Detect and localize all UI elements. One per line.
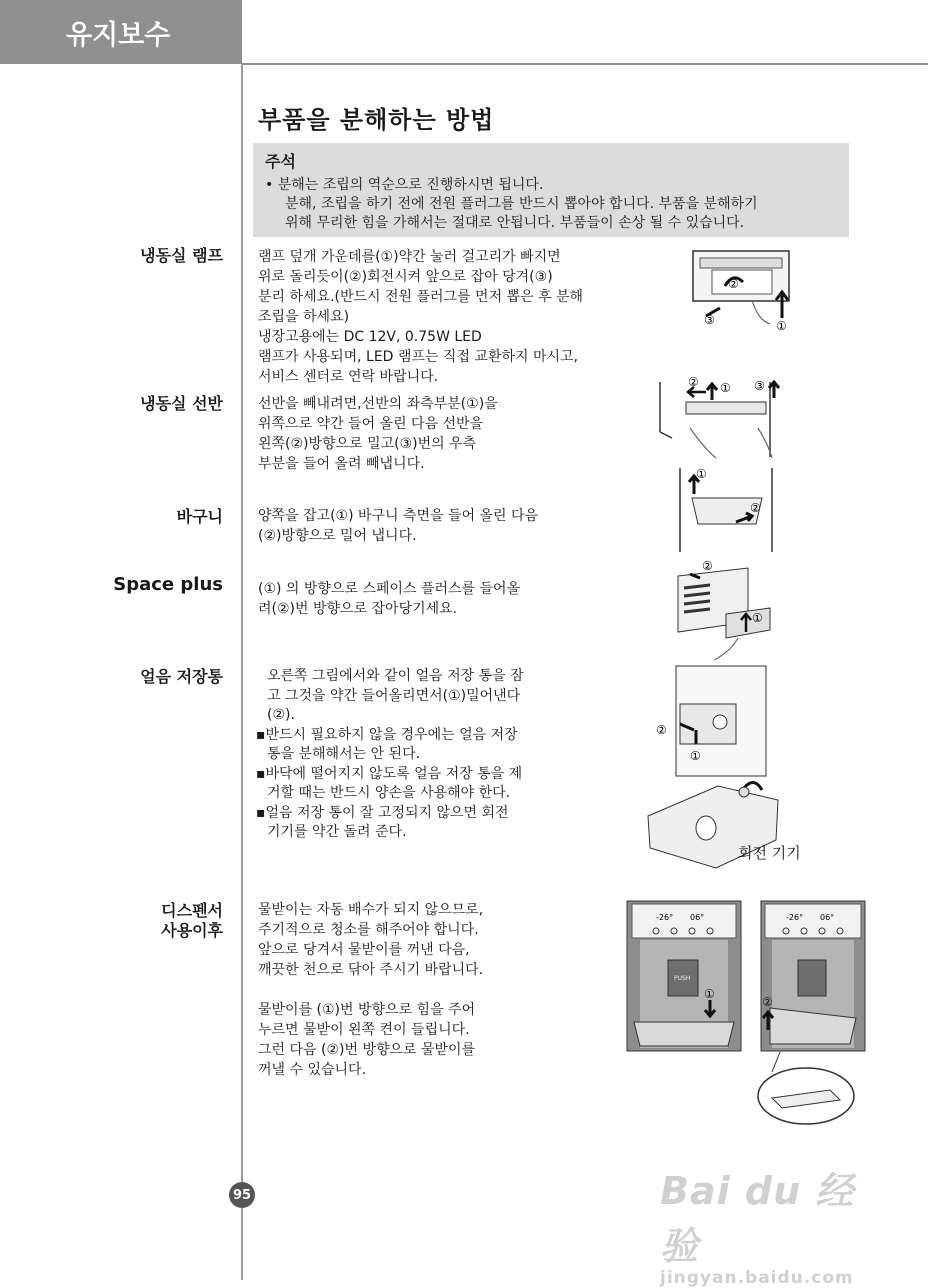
text-line: 왼쪽(②)방향으로 밀고(③)번의 우측 bbox=[258, 436, 477, 452]
text-line: ▪얼음 저장 통이 잘 고정되지 않으면 회전 bbox=[256, 804, 509, 821]
text-line: ▪반드시 필요하지 않을 경우에는 얼음 저장 bbox=[256, 726, 518, 743]
marker-one: ① bbox=[704, 987, 715, 1001]
dispenser-text bbox=[258, 900, 483, 1080]
lamp-illustration bbox=[690, 248, 802, 338]
text-line: 깨끗한 천으로 닦아 주시기 바랍니다. bbox=[258, 962, 484, 978]
text-line: 램프 덮개 가운데를(①)약간 눌러 걸고리가 빠지면 bbox=[258, 249, 561, 265]
marker-two: ② bbox=[656, 723, 667, 737]
text-line: (①) 의 방향으로 스페이스 플러스를 들어올 bbox=[258, 581, 521, 597]
dispenser-illustration-2 bbox=[760, 900, 866, 1052]
dispenser-label bbox=[161, 901, 223, 941]
callout-line bbox=[772, 1052, 780, 1072]
hand-outline bbox=[714, 638, 738, 660]
text-line: 누르면 물받이 왼쪽 켠이 들립니다. bbox=[258, 1022, 470, 1038]
text-line: 물받이는 자동 배수가 되지 않으므로, bbox=[258, 902, 484, 918]
text-line: 조립을 하세요) bbox=[258, 309, 350, 325]
text-line: 부분을 들어 올려 빼냅니다. bbox=[258, 456, 425, 472]
marker-two: ② bbox=[702, 559, 713, 573]
header-rule bbox=[242, 63, 928, 65]
text-line: 위쪽으로 약간 들어 올린 다음 선반을 bbox=[258, 416, 484, 432]
basket-label: 바구니 bbox=[176, 507, 223, 526]
text-line: ▪바닥에 떨어지지 않도록 얼음 저장 통을 제 bbox=[256, 765, 523, 782]
text-line: (②). bbox=[267, 707, 295, 723]
cabinet-foot bbox=[660, 432, 672, 438]
dispenser-label-line: 사용이후 bbox=[161, 921, 223, 940]
lamp-cover bbox=[700, 258, 782, 268]
push-up-arrow-icon bbox=[776, 292, 788, 318]
text-line: 양쪽을 잡고(①) 바구니 측면을 들어 올린 다음 bbox=[258, 508, 539, 524]
text-line: 주기적으로 청소를 해주어야 합니다. bbox=[258, 922, 479, 938]
shelf-panel bbox=[686, 402, 766, 414]
marker-one: ① bbox=[690, 749, 701, 763]
text-line bbox=[258, 980, 483, 1000]
hand-outline bbox=[690, 428, 716, 458]
text-line: (②)방향으로 밀어 냅니다. bbox=[258, 528, 417, 544]
text-line: 분리 하세요.(반드시 전원 플러그를 먼저 뽑은 후 분해 bbox=[258, 289, 584, 305]
text-line: 위로 돌리듯이(②)회전시켜 앞으로 잡아 당겨(③) bbox=[258, 269, 553, 285]
icebin-text bbox=[256, 667, 524, 843]
shelf-label: 냉동실 선반 bbox=[140, 394, 223, 413]
section-title: 부품을 분해하는 방법 bbox=[258, 106, 495, 134]
chapter-tab: 유지보수 bbox=[0, 0, 242, 64]
text-line: 기기를 약간 돌려 준다. bbox=[267, 824, 407, 840]
marker-two: ② bbox=[750, 501, 761, 515]
rotator-caption: 회전 기기 bbox=[738, 844, 801, 862]
note-line: 분해, 조립을 하기 전에 전원 플러그를 반드시 뽑아야 합니다. 부품을 분해하기 bbox=[285, 196, 758, 212]
text-line: 선반을 빼내려면,선반의 좌측부분(①)을 bbox=[258, 396, 498, 412]
marker-one: ① bbox=[720, 381, 731, 395]
temp-display: 06° bbox=[690, 913, 705, 922]
note-title: 주석 bbox=[265, 152, 296, 171]
text-line: 오른쪽 그림에서와 같이 얼음 저장 통을 잠 bbox=[267, 668, 524, 684]
lift-arrow-icon bbox=[707, 384, 717, 400]
marker-one: ① bbox=[776, 319, 787, 333]
icebin-label: 얼음 저장통 bbox=[140, 667, 223, 686]
temp-display: -26° bbox=[786, 913, 804, 922]
drip-tray-detail bbox=[754, 1052, 858, 1126]
text-line: 꺼낼 수 있습니다. bbox=[258, 1062, 367, 1078]
page-number: 95 bbox=[229, 1182, 255, 1208]
basket-text bbox=[258, 506, 538, 546]
icebin-illustration bbox=[650, 664, 770, 778]
lamp-text bbox=[258, 247, 583, 387]
shelf-text bbox=[258, 394, 498, 474]
auger bbox=[696, 816, 716, 840]
spaceplus-illustration bbox=[664, 558, 780, 664]
temp-display: 06° bbox=[820, 913, 835, 922]
marker-three: ③ bbox=[754, 379, 765, 393]
temp-display: -26° bbox=[656, 913, 674, 922]
rotator-knob bbox=[739, 787, 749, 797]
spaceplus-label: Space plus bbox=[113, 574, 223, 595]
push-label: PUSH bbox=[674, 975, 691, 982]
spaceplus-text bbox=[258, 579, 520, 619]
text-line: 고 그것을 약간 들어올리면서(①)밀어낸다 bbox=[267, 687, 521, 704]
watermark-sub: jingyan.baidu.com bbox=[660, 1268, 854, 1288]
basket-illustration bbox=[672, 464, 782, 554]
text-line: 서비스 센터로 연락 바랍니다. bbox=[258, 369, 439, 385]
note-line: 위해 무리한 힘을 가해서는 절대로 안됩니다. 부품들이 손상 될 수 있습니다. bbox=[285, 215, 745, 231]
text-line: 그런 다음 (②)번 방향으로 물받이를 bbox=[258, 1042, 476, 1058]
control-panel bbox=[632, 904, 736, 938]
bin-knob bbox=[713, 715, 727, 729]
text-line: 램프가 사용되며, LED 램프는 직접 교환하지 마시고, bbox=[258, 349, 578, 365]
watermark-main: Bai du 经验 bbox=[660, 1169, 855, 1268]
marker-two: ② bbox=[688, 375, 699, 389]
text-line: 물받이를 (①)번 방향으로 힘을 주어 bbox=[258, 1002, 476, 1018]
marker-two: ② bbox=[728, 277, 739, 291]
margin-divider bbox=[241, 64, 243, 1280]
marker-three: ③ bbox=[704, 313, 715, 327]
text-line: 려(②)번 방향으로 잡아당기세요. bbox=[258, 601, 458, 617]
baidu-watermark bbox=[660, 1160, 890, 1288]
text-line: 통을 분해해서는 안 된다. bbox=[267, 746, 421, 762]
dispenser-lever bbox=[798, 960, 826, 996]
marker-one: ① bbox=[696, 467, 707, 481]
text-line: 거할 때는 반드시 양손을 사용해야 한다. bbox=[267, 785, 511, 801]
ice-bin bbox=[680, 704, 736, 744]
drip-tray bbox=[634, 1022, 734, 1046]
dispenser-label-line: 디스펜서 bbox=[161, 901, 223, 920]
text-line: 앞으로 당겨서 물받이를 꺼낸 다음, bbox=[258, 942, 470, 958]
lamp-label: 냉동실 램프 bbox=[140, 246, 223, 265]
dispenser-illustration-1 bbox=[626, 900, 742, 1052]
note-box bbox=[253, 143, 849, 237]
hand-outline bbox=[752, 300, 770, 324]
control-panel bbox=[765, 904, 861, 938]
marker-one: ① bbox=[752, 611, 763, 625]
marker-two: ② bbox=[762, 995, 773, 1009]
note-line: • 분해는 조립의 역순으로 진행하시면 됩니다. bbox=[265, 177, 544, 193]
text-line: 냉장고용에는 DC 12V, 0.75W LED bbox=[258, 329, 482, 345]
shelf-illustration bbox=[650, 372, 780, 462]
